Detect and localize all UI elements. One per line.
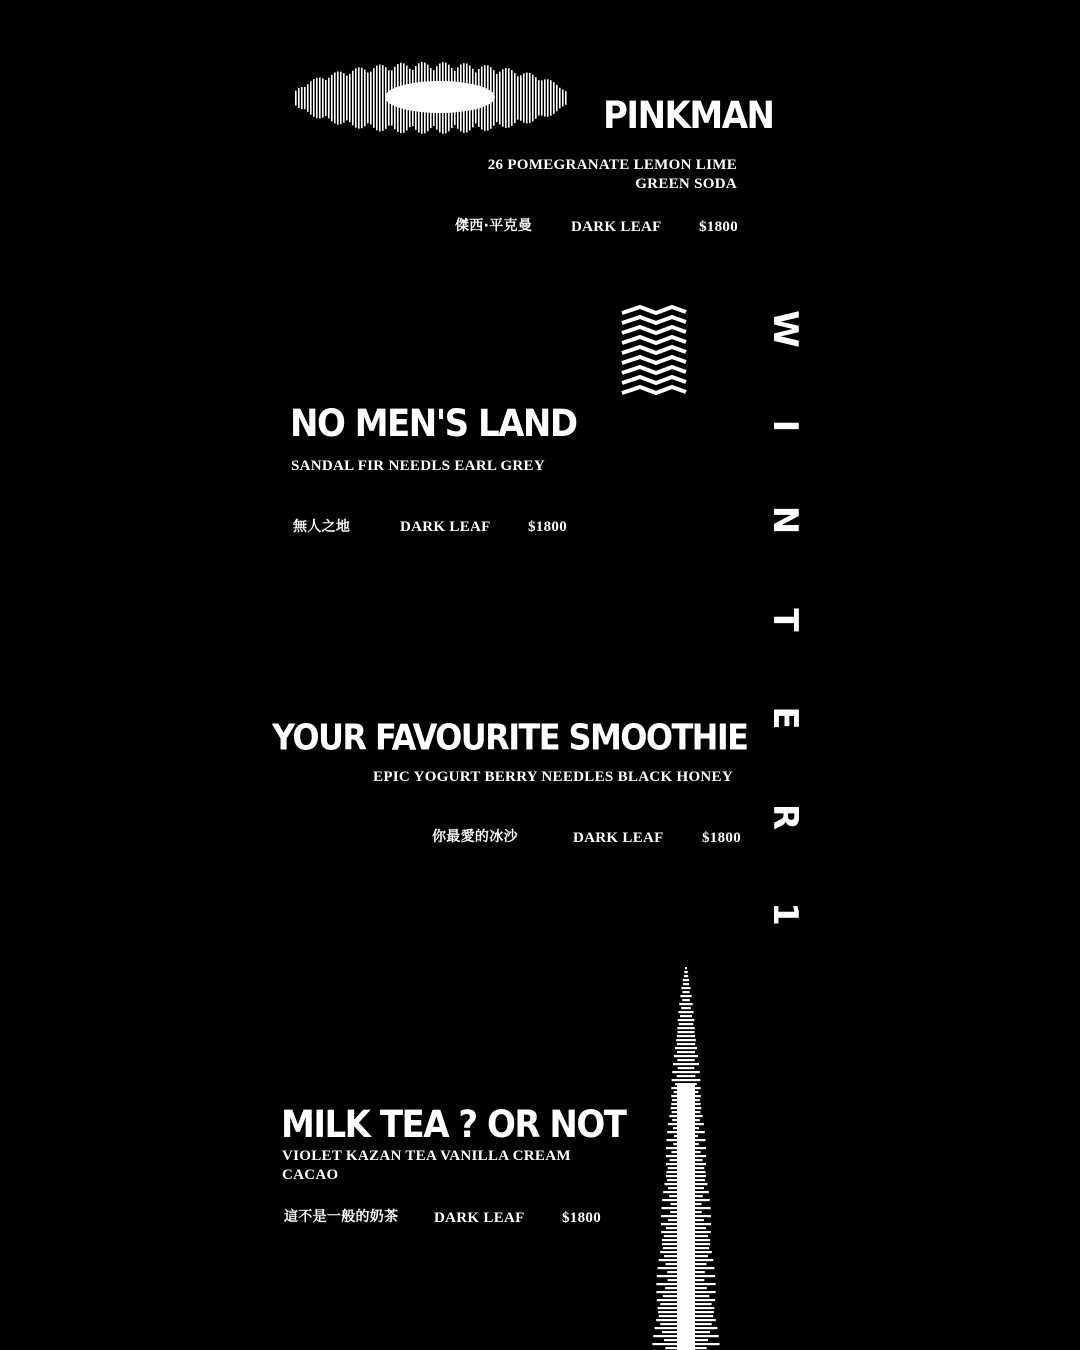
menu-item-chinese-name: 傑西·平克曼 [455, 218, 533, 234]
pill-line [316, 78, 318, 118]
pill-line [535, 77, 537, 119]
vertical-label-letter: W [765, 310, 805, 348]
vertical-label-letter: T [765, 608, 805, 632]
menu-item-price: $1800 [528, 519, 567, 535]
wave-line [674, 1055, 698, 1057]
pill-line [526, 73, 528, 124]
zigzag-stripes-graphic [620, 305, 688, 397]
zigzag-stripe [622, 387, 686, 393]
pill-line [349, 74, 351, 122]
pill-line [514, 73, 516, 123]
menu-item-ingredients: EPIC YOGURT BERRY NEEDLES BLACK HONEY [373, 769, 733, 785]
pill-line [502, 69, 504, 126]
pill-line [328, 78, 330, 119]
pill-line [538, 80, 540, 115]
pill-line [379, 65, 381, 132]
pill-line [310, 81, 312, 114]
pill-line [532, 75, 534, 122]
zigzag-stripe [622, 307, 686, 313]
ingredients-line: GREEN SODA [635, 176, 737, 192]
menu-item-price: $1800 [562, 1210, 601, 1226]
menu-item-price: $1800 [699, 219, 738, 235]
vertical-label-letter: 1 [765, 902, 805, 926]
pill-line [373, 68, 375, 128]
menu-item-ingredients [282, 1147, 571, 1185]
wave-line [675, 1047, 697, 1049]
wave-line [677, 1051, 695, 1053]
pill-line [325, 80, 327, 116]
wave-line [677, 1035, 695, 1037]
wave-line [682, 999, 690, 1001]
wave-line [675, 1083, 697, 1085]
menu-item-title: MILK TEA ? OR NOT [281, 1102, 626, 1147]
menu-item-tea: DARK LEAF [400, 519, 491, 535]
pill-line [382, 65, 384, 131]
vertical-label-letter: N [765, 505, 805, 535]
pill-line [511, 70, 513, 126]
pill-line [322, 78, 324, 117]
zigzag-stripe [622, 347, 686, 353]
wave-line [677, 1043, 695, 1045]
wave-line [684, 971, 687, 973]
ingredients-line: VIOLET KAZAN TEA VANILLA CREAM [282, 1148, 571, 1164]
pill-line [352, 71, 354, 126]
pill-line [361, 68, 363, 128]
pill-line [544, 79, 546, 116]
wave-line [672, 1079, 701, 1081]
pill-line [508, 68, 510, 127]
sound-wave-pill-graphic [290, 60, 570, 136]
menu-item-price: $1800 [702, 830, 741, 846]
wave-line [685, 967, 687, 969]
zigzag-stripe [622, 317, 686, 323]
wave-line [678, 1019, 695, 1021]
menu-item-chinese-name: 這不是一般的奶茶 [284, 1209, 399, 1225]
pill-line [304, 87, 306, 109]
menu-item-tea: DARK LEAF [434, 1210, 525, 1226]
pill-line [295, 91, 297, 106]
ingredients-line: CACAO [282, 1167, 339, 1183]
pill-line [547, 79, 549, 116]
pill-line [517, 76, 519, 119]
menu-item-title: NO MEN'S LAND [290, 401, 577, 446]
pill-line [376, 66, 378, 131]
pill-line [340, 72, 342, 125]
pill-line [529, 73, 531, 123]
wave-line [680, 995, 691, 997]
menu-item-chinese-name: 你最愛的冰沙 [432, 829, 518, 845]
menu-item-ingredients [488, 156, 737, 194]
wave-core [677, 1085, 695, 1350]
pill-line [301, 87, 303, 109]
pill-line [364, 70, 366, 127]
wave-line [684, 975, 688, 977]
zigzag-stripe [622, 337, 686, 343]
menu-item-chinese-name: 無人之地 [293, 519, 351, 535]
wave-line [683, 991, 690, 993]
wave-line [677, 1031, 694, 1033]
wave-line [677, 1075, 696, 1077]
ingredients-line: 26 POMEGRANATE LEMON LIME [487, 157, 737, 173]
wave-line [678, 1011, 693, 1013]
pill-line [520, 75, 522, 121]
pill-line [355, 68, 357, 127]
pill-line [346, 76, 348, 121]
zigzag-stripe [622, 357, 686, 363]
menu-item-title: YOUR FAVOURITE SMOOTHIE [272, 716, 748, 759]
pill-line [562, 89, 564, 106]
pill-line [523, 73, 525, 122]
pill-line [559, 88, 561, 108]
wave-line [681, 1007, 691, 1009]
pill-line [505, 68, 507, 128]
vertical-label-letter: I [765, 419, 805, 433]
wave-line [683, 979, 689, 981]
zigzag-stripe [622, 327, 686, 333]
wave-line [683, 983, 689, 985]
pill-line [331, 75, 333, 122]
menu-item-title: PINKMAN [603, 93, 774, 138]
wave-line [679, 1003, 692, 1005]
pill-line [337, 71, 339, 124]
pill-line [343, 73, 345, 123]
zigzag-stripe [622, 367, 686, 373]
vertical-label-letter: R [765, 803, 805, 831]
pill-line [313, 79, 315, 117]
pill-line [550, 80, 552, 116]
wave-line [677, 1059, 694, 1061]
wave-line [680, 1015, 692, 1017]
menu-item-tea: DARK LEAF [573, 830, 664, 846]
wave-line [677, 1027, 695, 1029]
vertical-label-letter: E [765, 706, 805, 730]
pill-core [385, 81, 495, 113]
pill-line [298, 88, 300, 108]
pill-line [334, 72, 336, 123]
pill-line [358, 67, 360, 128]
pill-line [307, 84, 309, 112]
pill-line [556, 85, 558, 111]
wave-line [678, 1067, 695, 1069]
vertical-sound-wave-graphic [640, 965, 730, 1350]
pill-line [370, 72, 372, 125]
zigzag-stripe [622, 377, 686, 383]
pill-line [367, 73, 369, 124]
pill-line [565, 91, 567, 105]
pill-line [553, 82, 555, 114]
menu-item-ingredients: SANDAL FIR NEEDLS EARL GREY [291, 458, 545, 474]
wave-line [681, 987, 690, 989]
wave-line [672, 1071, 700, 1073]
wave-line [673, 1063, 699, 1065]
wave-line [676, 1039, 696, 1041]
pill-line [541, 80, 543, 115]
menu-item-tea: DARK LEAF [571, 219, 662, 235]
wave-line [679, 1023, 694, 1025]
pill-line [496, 74, 498, 122]
pill-line [319, 78, 321, 119]
pill-line [499, 72, 501, 125]
